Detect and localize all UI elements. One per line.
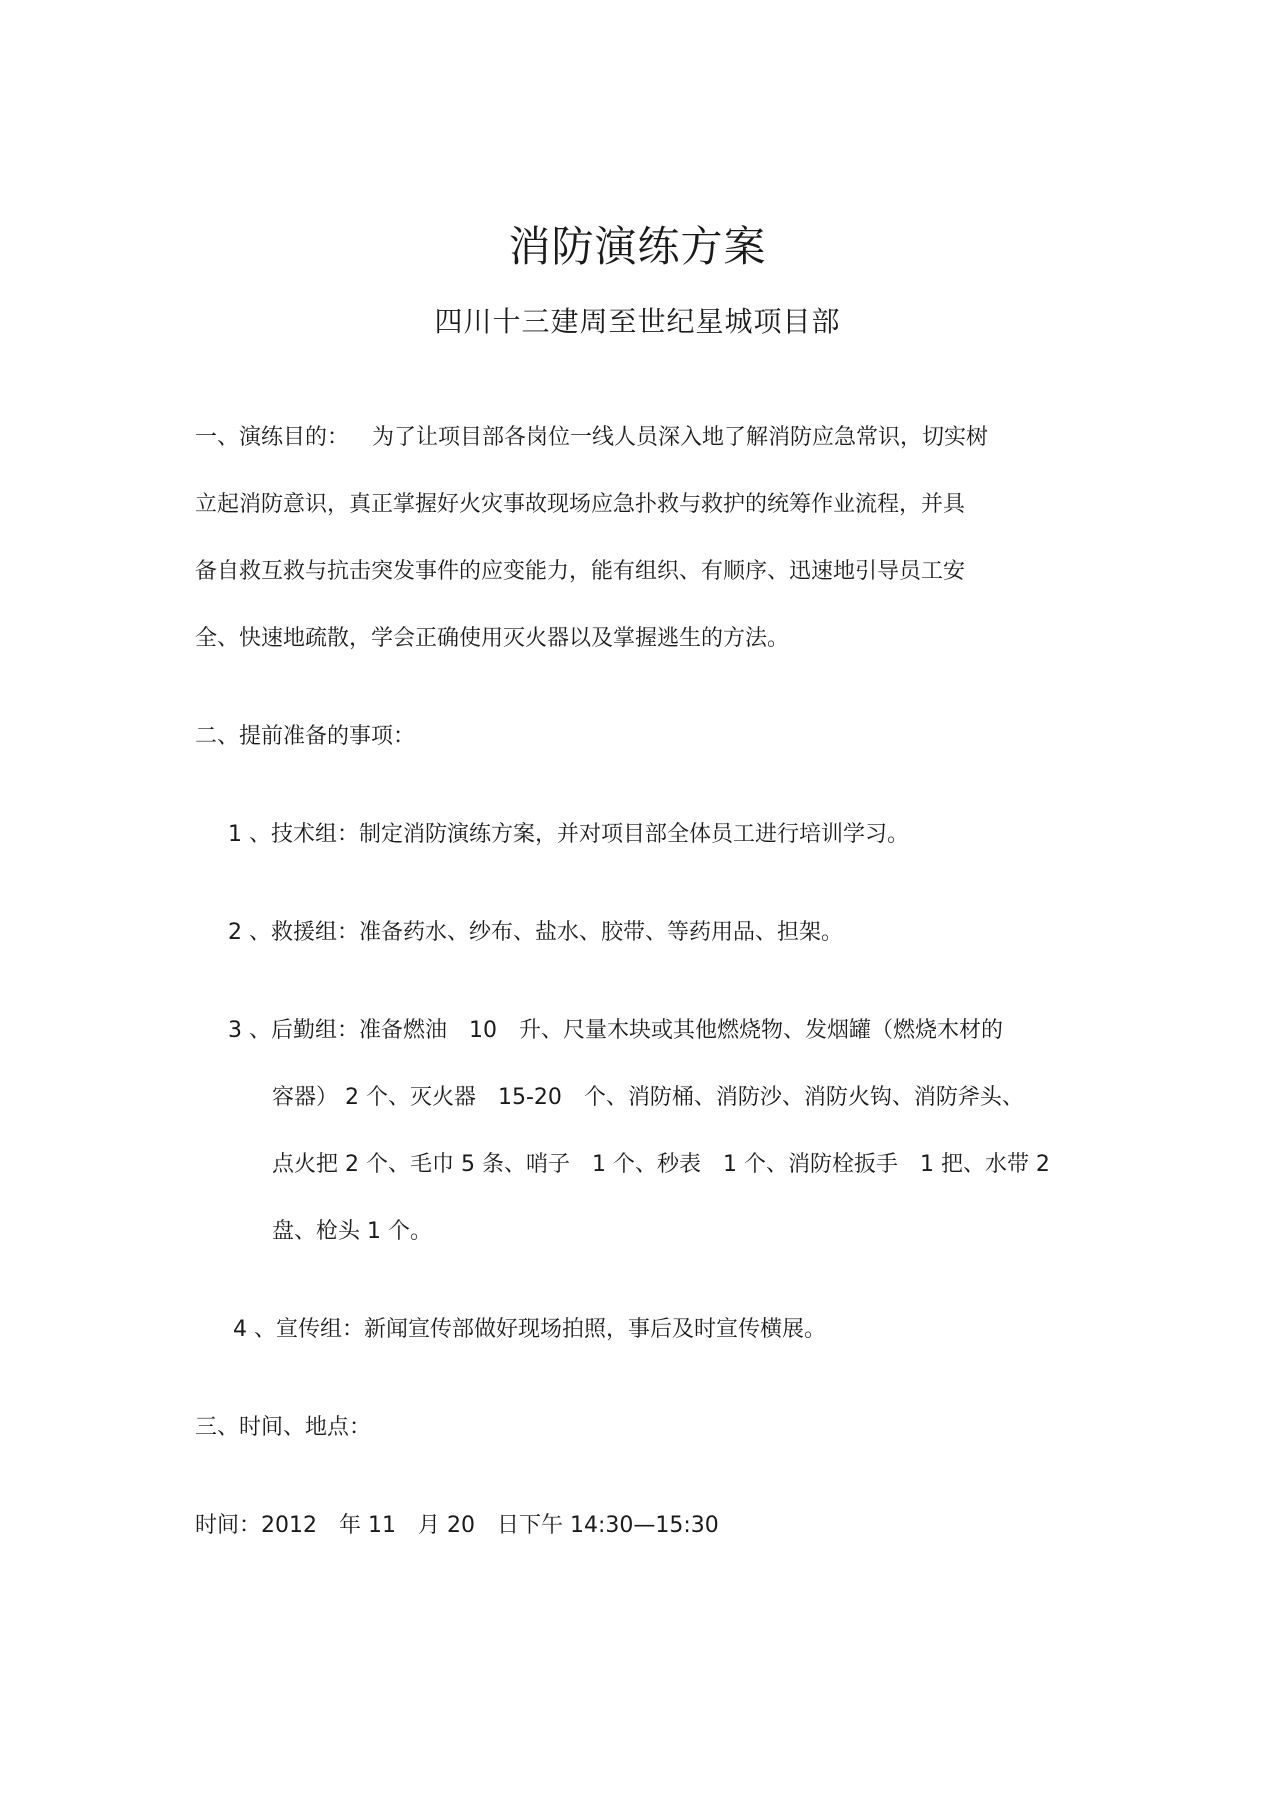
section2-item2: 2 、救援组：准备药水、纱布、盐水、胶带、等药用品、担架。 [228, 920, 843, 945]
section2-item4: 4 、宣传组：新闻宣传部做好现场拍照，事后及时宣传横展。 [233, 1317, 826, 1342]
section3-time-line: 时间：2012 年 11 月 20 日下午 14:30—15:30 [195, 1513, 719, 1538]
section3-heading: 三、时间、地点： [195, 1415, 372, 1440]
section1-line1: 为了让项目部各岗位一线人员深入地了解消防应急常识，切实树 [372, 425, 989, 450]
section1-line2: 立起消防意识，真正掌握好火灾事故现场应急扑救与救护的统筹作业流程，并具 [195, 492, 966, 517]
section2-item3-line4: 盘、枪头 1 个。 [272, 1219, 432, 1244]
document-subtitle: 四川十三建周至世纪星城项目部 [434, 305, 841, 338]
section1-heading: 一、演练目的： [195, 425, 350, 450]
document-title: 消防演练方案 [508, 222, 767, 271]
section2-item3-line2: 容器） 2 个、灭火器 15-20 个、消防桶、消防沙、消防火钩、消防斧头、 [272, 1085, 1024, 1110]
section1-line3: 备自救互救与抗击突发事件的应变能力，能有组织、有顺序、迅速地引导员工安 [195, 559, 966, 584]
section2-heading: 二、提前准备的事项： [195, 724, 416, 749]
section2-item1: 1 、技术组：制定消防演练方案，并对项目部全体员工进行培训学习。 [228, 822, 909, 847]
section2-item3-line3: 点火把 2 个、毛巾 5 条、哨子 1 个、秒表 1 个、消防栓扳手 1 把、水带 2 [272, 1152, 1050, 1177]
section2-item3-line1: 3 、后勤组：准备燃油 10 升、尺量木块或其他燃烧物、发烟罐（燃烧木材的 [228, 1018, 1003, 1043]
section1-line4: 全、快速地疏散，学会正确使用灭火器以及掌握逃生的方法。 [195, 626, 790, 651]
